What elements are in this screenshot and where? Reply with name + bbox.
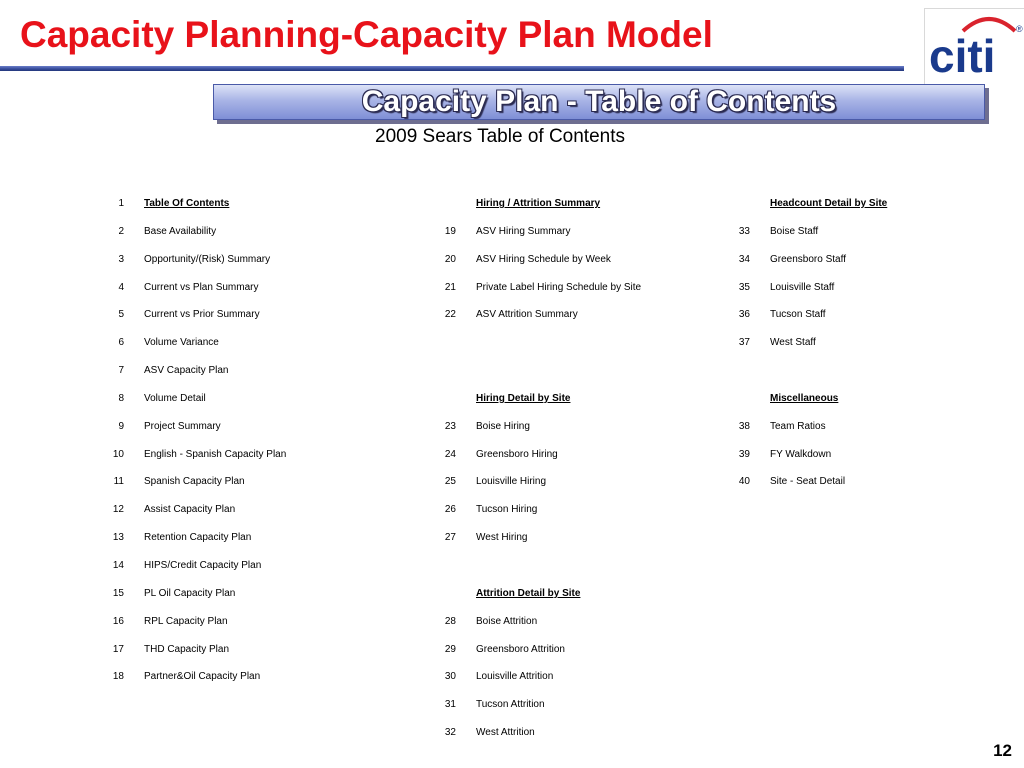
toc-row: [420, 307, 720, 335]
toc-item-number: 27: [444, 532, 456, 544]
toc-item-link[interactable]: West Staff: [770, 337, 816, 349]
toc-row: [720, 474, 1020, 502]
toc-item-link[interactable]: Assist Capacity Plan: [144, 504, 236, 516]
toc-item-number: 18: [112, 671, 124, 683]
toc-item-link[interactable]: ASV Capacity Plan: [144, 365, 229, 377]
toc-item-link[interactable]: Private Label Hiring Schedule by Site: [476, 281, 642, 293]
toc-row: [720, 224, 1020, 252]
toc-section-heading: Miscellaneous: [770, 392, 839, 404]
toc-section-heading-row: [420, 196, 720, 224]
toc-item-number: 20: [444, 253, 456, 265]
toc-item-number: 16: [112, 615, 124, 627]
citi-logo: [924, 8, 1024, 84]
toc-item-number: 26: [444, 504, 456, 516]
toc-item-number: 7: [118, 365, 124, 377]
toc-item-number: 21: [444, 281, 456, 293]
toc-item-number: 34: [738, 253, 750, 265]
toc-item-link[interactable]: Current vs Prior Summary: [144, 309, 260, 321]
toc-item-number: 1: [118, 198, 124, 209]
toc-column-3: [720, 196, 1020, 502]
toc-row: [420, 335, 720, 363]
toc-row: [420, 447, 720, 475]
toc-item-number: 36: [738, 309, 750, 321]
toc-item-number: 22: [444, 309, 456, 321]
toc-item-link[interactable]: West Hiring: [476, 532, 528, 544]
toc-item-number: 13: [112, 532, 124, 544]
toc-item-number: 33: [738, 225, 750, 237]
toc-row: [0, 502, 420, 530]
toc-item-link[interactable]: Volume Variance: [144, 337, 219, 349]
toc-row: [0, 307, 420, 335]
toc-item-link[interactable]: Spanish Capacity Plan: [144, 476, 245, 488]
toc-item-number: 37: [738, 337, 750, 349]
toc-item-number: 10: [112, 448, 124, 460]
toc-item-link[interactable]: Louisville Attrition: [476, 671, 554, 683]
toc-item-link[interactable]: HIPS/Credit Capacity Plan: [144, 559, 262, 571]
toc-column-2: [420, 196, 720, 753]
toc-row: [720, 252, 1020, 280]
toc-item-number: 23: [444, 420, 456, 432]
toc-item-link[interactable]: ASV Hiring Summary: [476, 225, 571, 237]
toc-item-link[interactable]: Boise Staff: [770, 225, 819, 237]
toc-item-number: 8: [118, 392, 124, 404]
section-banner: [213, 84, 985, 120]
toc-item-number: 17: [112, 643, 124, 655]
toc-row: [420, 224, 720, 252]
toc-item-number: 35: [738, 281, 750, 293]
toc-item-link[interactable]: ASV Hiring Schedule by Week: [476, 253, 611, 265]
toc-row: [0, 363, 420, 391]
toc-item-number: 3: [118, 253, 124, 265]
toc-row: [720, 280, 1020, 308]
toc-item-link[interactable]: Tucson Staff: [770, 309, 826, 321]
toc-item-number: 5: [118, 309, 124, 321]
toc-item-link[interactable]: Partner&Oil Capacity Plan: [144, 671, 261, 683]
toc-section-heading-row: [420, 391, 720, 419]
toc-item-number: 24: [444, 448, 456, 460]
logo-text: citi: [929, 30, 996, 82]
toc-section-heading-row: [720, 196, 1020, 224]
toc-row: [0, 558, 420, 586]
toc-item-number: 2: [118, 225, 124, 237]
toc-row: [0, 447, 420, 475]
toc-item-number: 29: [444, 643, 456, 655]
toc-item-number: 14: [112, 559, 124, 571]
toc-item-link[interactable]: Louisville Hiring: [476, 476, 547, 488]
toc-row: [0, 224, 420, 252]
toc-row: [0, 474, 420, 502]
toc-row: [0, 252, 420, 280]
toc-section-heading-row: [420, 586, 720, 614]
toc-row: [720, 419, 1020, 447]
registered-mark: ®: [1016, 24, 1023, 34]
toc-section-heading-row: [720, 391, 1020, 419]
toc-section-heading-row: [0, 196, 420, 224]
toc-item-link[interactable]: Boise Hiring: [476, 420, 530, 432]
toc-row: [420, 419, 720, 447]
toc-item-link[interactable]: Base Availability: [144, 225, 217, 237]
toc-item-link[interactable]: English - Spanish Capacity Plan: [144, 448, 287, 460]
toc-item-link[interactable]: Louisville Staff: [770, 281, 835, 293]
toc-item-number: 40: [738, 476, 750, 488]
toc-row: [420, 280, 720, 308]
toc-section-heading: Hiring / Attrition Summary: [476, 198, 601, 209]
toc-item-number: 4: [118, 281, 124, 293]
toc-row: [420, 558, 720, 586]
toc-item-number: 32: [444, 727, 456, 739]
toc-row: [420, 363, 720, 391]
toc-item-number: 11: [113, 476, 124, 488]
toc-item-number: 25: [444, 476, 456, 488]
toc-row: [720, 307, 1020, 335]
toc-row: [0, 642, 420, 670]
toc-item-number: 28: [444, 615, 456, 627]
toc-item-number: 12: [112, 504, 124, 516]
banner-title: Capacity Plan - Table of Contents: [361, 85, 837, 118]
toc-item-link[interactable]: Boise Attrition: [476, 615, 538, 627]
page-number: 12: [993, 741, 1012, 760]
toc-row: [420, 697, 720, 725]
page-title: Capacity Planning-Capacity Plan Model: [20, 14, 713, 55]
toc-item-link[interactable]: Tucson Attrition: [476, 699, 545, 711]
toc-item-number: 39: [738, 448, 750, 460]
toc-item-link[interactable]: Team Ratios: [770, 420, 826, 432]
toc-item-number: 31: [444, 699, 456, 711]
toc-item-link[interactable]: Greensboro Attrition: [476, 643, 565, 655]
toc-row: [0, 419, 420, 447]
toc-item-link[interactable]: Current vs Plan Summary: [144, 281, 259, 293]
toc-item-number: 15: [112, 587, 124, 599]
toc-item-link[interactable]: Volume Detail: [144, 392, 206, 404]
toc-row: [720, 363, 1020, 391]
toc-item-link[interactable]: FY Walkdown: [770, 448, 832, 460]
toc-column-1: [0, 196, 420, 697]
subtitle: 2009 Sears Table of Contents: [375, 126, 625, 147]
toc-section-heading: Attrition Detail by Site: [476, 587, 581, 599]
toc-item-link[interactable]: THD Capacity Plan: [144, 643, 230, 655]
toc-section-heading: Hiring Detail by Site: [476, 392, 571, 404]
toc-item-link[interactable]: Project Summary: [144, 420, 221, 432]
toc-section-heading: Table Of Contents: [144, 198, 230, 209]
toc-row: [420, 474, 720, 502]
toc-row: [420, 669, 720, 697]
toc-item-number: 9: [118, 420, 124, 432]
toc-item-link[interactable]: Greensboro Hiring: [476, 448, 558, 460]
toc-item-number: 38: [738, 420, 750, 432]
toc-row: [0, 669, 420, 697]
toc-item-link[interactable]: Opportunity/(Risk) Summary: [144, 253, 271, 265]
toc-row: [420, 502, 720, 530]
toc-item-link[interactable]: Site - Seat Detail: [770, 476, 846, 488]
toc-item-link[interactable]: West Attrition: [476, 727, 535, 739]
toc-item-link[interactable]: ASV Attrition Summary: [476, 309, 578, 321]
toc-row: [0, 280, 420, 308]
toc-item-link[interactable]: PL Oil Capacity Plan: [144, 587, 236, 599]
toc-row: [720, 447, 1020, 475]
toc-row: [420, 252, 720, 280]
toc-row: [420, 614, 720, 642]
toc-section-heading: Headcount Detail by Site: [770, 198, 888, 209]
toc-item-link[interactable]: Greensboro Staff: [770, 253, 846, 265]
citi-logo-icon: [925, 9, 1024, 84]
toc-item-number: 30: [444, 671, 456, 683]
toc-row: [420, 725, 720, 753]
toc-row: [420, 530, 720, 558]
toc-row: [0, 530, 420, 558]
toc-row: [0, 614, 420, 642]
toc-row: [0, 391, 420, 419]
toc-row: [0, 335, 420, 363]
toc-item-number: 6: [118, 337, 124, 349]
toc-item-link[interactable]: Tucson Hiring: [476, 504, 538, 516]
toc-item-number: 19: [444, 225, 456, 237]
toc-row: [720, 335, 1020, 363]
title-underline: [0, 66, 904, 71]
toc-row: [0, 586, 420, 614]
toc-item-link[interactable]: RPL Capacity Plan: [144, 615, 228, 627]
toc-row: [420, 642, 720, 670]
toc-item-link[interactable]: Retention Capacity Plan: [144, 532, 252, 544]
